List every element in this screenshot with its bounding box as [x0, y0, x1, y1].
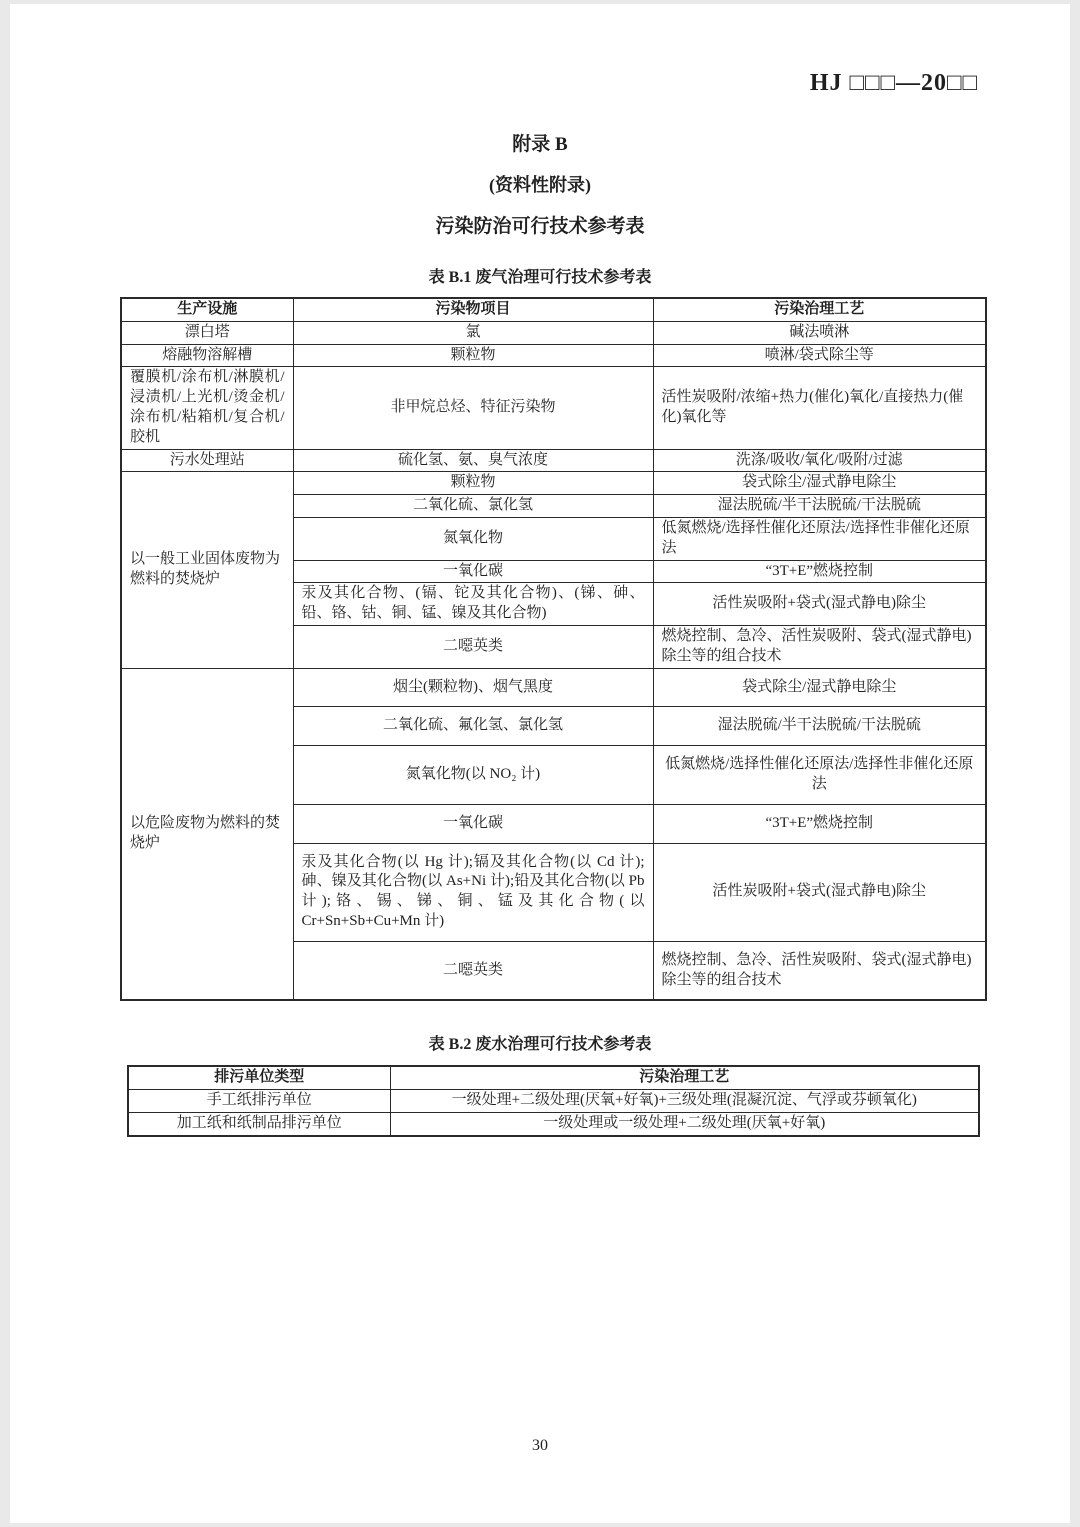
table-cell: 以一般工业固体废物为燃料的焚烧炉	[121, 472, 293, 668]
table-cell: 漂白塔	[121, 321, 293, 344]
standard-code: HJ □□□—20□□	[809, 70, 978, 96]
table-cell: 氮氧化物(以 NO₂ 计)	[293, 746, 653, 805]
table-row	[121, 321, 986, 344]
column-header: 生产设施	[121, 298, 293, 321]
table-cell: 喷淋/袋式除尘等	[653, 344, 986, 367]
table-cell: 湿法脱硫/半干法脱硫/干法脱硫	[653, 495, 986, 518]
table-cell: 袋式除尘/湿式静电除尘	[653, 472, 986, 495]
table-cell: 加工纸和纸制品排污单位	[128, 1112, 390, 1135]
appendix-note: (资料性附录)	[489, 175, 591, 195]
table-cell: 颗粒物	[293, 472, 653, 495]
table-cell: 二氧化硫、氯化氢	[293, 495, 653, 518]
table-cell: 非甲烷总烃、特征污染物	[293, 367, 653, 449]
table-cell: 燃烧控制、急冷、活性炭吸附、袋式(湿式静电)除尘等的组合技术	[653, 941, 986, 1000]
appendix-heading: 污染防治可行技术参考表	[435, 216, 645, 237]
table-row	[121, 668, 986, 707]
table-b1-caption: 表 B.1 废气治理可行技术参考表	[428, 269, 652, 286]
table-cell: 湿法脱硫/半干法脱硫/干法脱硫	[653, 707, 986, 746]
table-cell: 氮氧化物	[293, 517, 653, 560]
table-cell: 二氧化硫、氟化氢、氯化氢	[293, 707, 653, 746]
table-cell: 洗涤/吸收/氧化/吸附/过滤	[653, 449, 986, 472]
table-cell: 一氧化碳	[293, 560, 653, 583]
table-row	[128, 1090, 979, 1113]
table-row	[121, 367, 986, 449]
table-row	[121, 449, 986, 472]
page-number: 30	[532, 1436, 548, 1454]
column-header: 排污单位类型	[128, 1066, 390, 1089]
table-row	[121, 344, 986, 367]
table-row	[121, 472, 986, 495]
table-cell: 烟尘(颗粒物)、烟气黑度	[293, 668, 653, 707]
table-cell: 一级处理或一级处理+二级处理(厌氧+好氧)	[390, 1112, 979, 1135]
waste-gas-treatment-table	[120, 297, 987, 1001]
table-cell: 活性炭吸附/浓缩+热力(催化)氧化/直接热力(催化)氧化等	[653, 367, 986, 449]
table-cell: 氯	[293, 321, 653, 344]
column-header: 污染治理工艺	[390, 1066, 979, 1089]
table-cell: “3T+E”燃烧控制	[653, 560, 986, 583]
table-cell: 活性炭吸附+袋式(湿式静电)除尘	[653, 583, 986, 626]
table-cell: 汞及其化合物(以 Hg 计);镉及其化合物(以 Cd 计);砷、镍及其化合物(以 As+Ni 计);铅及其化合物(以 Pb 计);铬、锡、锑、铜、锰及其化合物(以 Cr+Sn+Sb+Cu+Mn 计)	[293, 843, 653, 941]
table-cell: 一级处理+二级处理(厌氧+好氧)+三级处理(混凝沉淀、气浮或芬顿氧化)	[390, 1090, 979, 1113]
column-header: 污染治理工艺	[653, 298, 986, 321]
table-cell: 二噁英类	[293, 941, 653, 1000]
table-cell: 活性炭吸附+袋式(湿式静电)除尘	[653, 843, 986, 941]
table-row	[128, 1112, 979, 1135]
table-cell: 一氧化碳	[293, 804, 653, 843]
table-cell: 碱法喷淋	[653, 321, 986, 344]
appendix-title: 附录 B	[512, 134, 568, 155]
header-row	[128, 1066, 979, 1089]
table-cell: 手工纸排污单位	[128, 1090, 390, 1113]
table-cell: 污水处理站	[121, 449, 293, 472]
table-cell: 覆膜机/涂布机/淋膜机/浸渍机/上光机/烫金机/涂布机/粘箱机/复合机/胶机	[121, 367, 293, 449]
table-cell: 熔融物溶解槽	[121, 344, 293, 367]
table-b2-caption: 表 B.2 废水治理可行技术参考表	[428, 1036, 652, 1054]
table-cell: 颗粒物	[293, 344, 653, 367]
table-cell: “3T+E”燃烧控制	[653, 804, 986, 843]
waste-water-treatment-table	[127, 1065, 980, 1136]
table-cell: 低氮燃烧/选择性催化还原法/选择性非催化还原法	[653, 746, 986, 805]
header-row	[121, 298, 986, 321]
document-page	[10, 4, 1070, 1523]
table-cell: 以危险废物为燃料的焚烧炉	[121, 668, 293, 1000]
table-cell: 袋式除尘/湿式静电除尘	[653, 668, 986, 707]
column-header: 污染物项目	[293, 298, 653, 321]
table-cell: 低氮燃烧/选择性催化还原法/选择性非催化还原法	[653, 517, 986, 560]
table-cell: 汞及其化合物、(镉、铊及其化合物)、(锑、砷、铅、铬、钴、铜、锰、镍及其化合物)	[293, 583, 653, 626]
table-cell: 燃烧控制、急冷、活性炭吸附、袋式(湿式静电)除尘等的组合技术	[653, 625, 986, 668]
table-cell: 二噁英类	[293, 625, 653, 668]
table-cell: 硫化氢、氨、臭气浓度	[293, 449, 653, 472]
